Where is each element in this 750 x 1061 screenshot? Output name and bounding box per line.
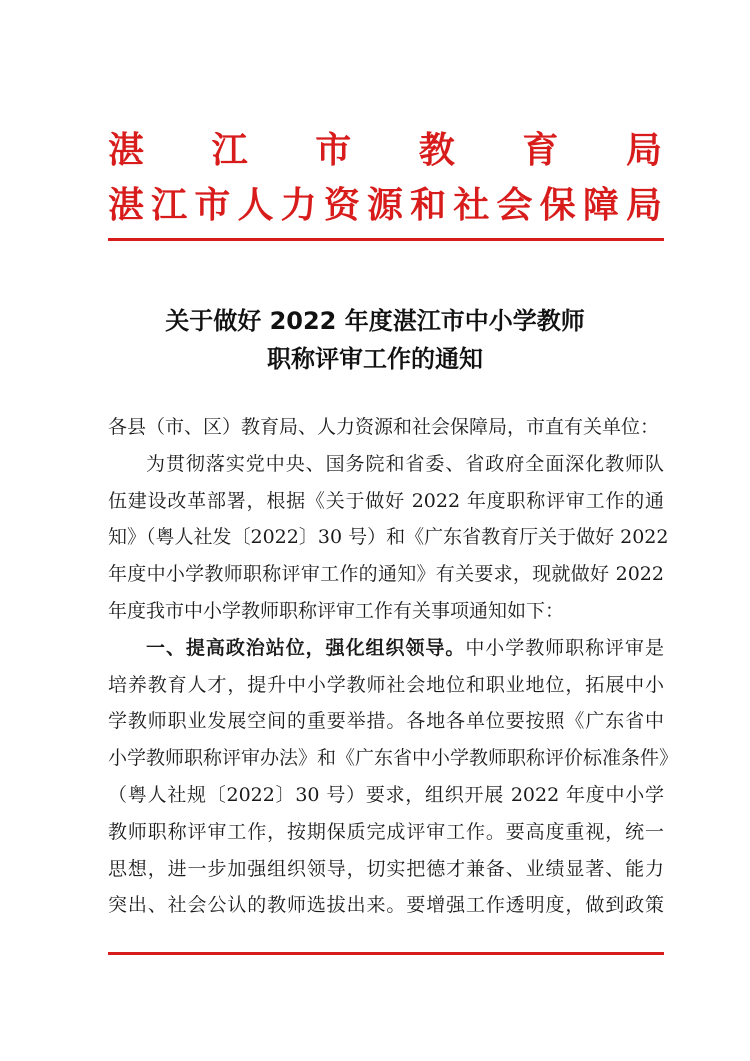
intro-line: 伍建设改革部署，根据《关于做好 2022 年度职称评审工作的通 <box>108 489 664 512</box>
section-1-line: 学教师职业发展空间的重要举措。各地各单位要按照《广东省中 <box>108 710 664 733</box>
section-1-first-line-text: 中小学教师职称评审是 <box>465 636 664 659</box>
document-title-line-1: 关于做好 2022 年度湛江市中小学教师 <box>165 307 585 335</box>
section-1-first-line <box>108 630 664 667</box>
intro-line: 知》（粤人社发〔2022〕30 号）和《广东省教育厅关于做好 2022 <box>108 526 669 549</box>
intro-line: 年度我市中小学教师职称评审工作有关事项通知如下： <box>108 599 565 622</box>
footer-red-rule <box>108 952 664 955</box>
section-1-line: 培养教育人才，提升中小学教师社会地位和职业地位，拓展中小 <box>108 673 664 696</box>
intro-line: 为贯彻落实党中央、国务院和省委、省政府全面深化教师队 <box>146 452 664 475</box>
document-body <box>108 409 679 924</box>
intro-line: 年度中小学教师职称评审工作的通知》有关要求，现就做好 2022 <box>108 563 664 586</box>
section-1-heading: 一、提高政治站位，强化组织领导。 <box>146 636 466 659</box>
salutation: 各县（市、区）教育局、人力资源和社会保障局，市直有关单位： <box>108 416 660 438</box>
section-1-line: 突出、社会公认的教师选拔出来。要增强工作透明度，做到政策 <box>108 894 664 917</box>
letterhead-red-rule <box>108 238 664 241</box>
issuer-name-education-bureau: 湛江市教育局 <box>108 130 662 171</box>
section-1-line: （粤人社规〔2022〕30 号）要求，组织开展 2022 年度中小学 <box>108 783 664 806</box>
section-1-line: 小学教师职称评审办法》和《广东省中小学教师职称评价标准条件》 <box>108 747 679 770</box>
document-title-line-2: 职称评审工作的通知 <box>267 345 483 373</box>
section-1-line: 教师职称评审工作，按期保质完成评审工作。要高度重视，统一 <box>108 820 664 843</box>
issuer-name-hr-bureau: 湛江市人力资源和社会保障局 <box>108 185 662 226</box>
section-1-line: 思想，进一步加强组织领导，切实把德才兼备、业绩显著、能力 <box>108 857 664 880</box>
